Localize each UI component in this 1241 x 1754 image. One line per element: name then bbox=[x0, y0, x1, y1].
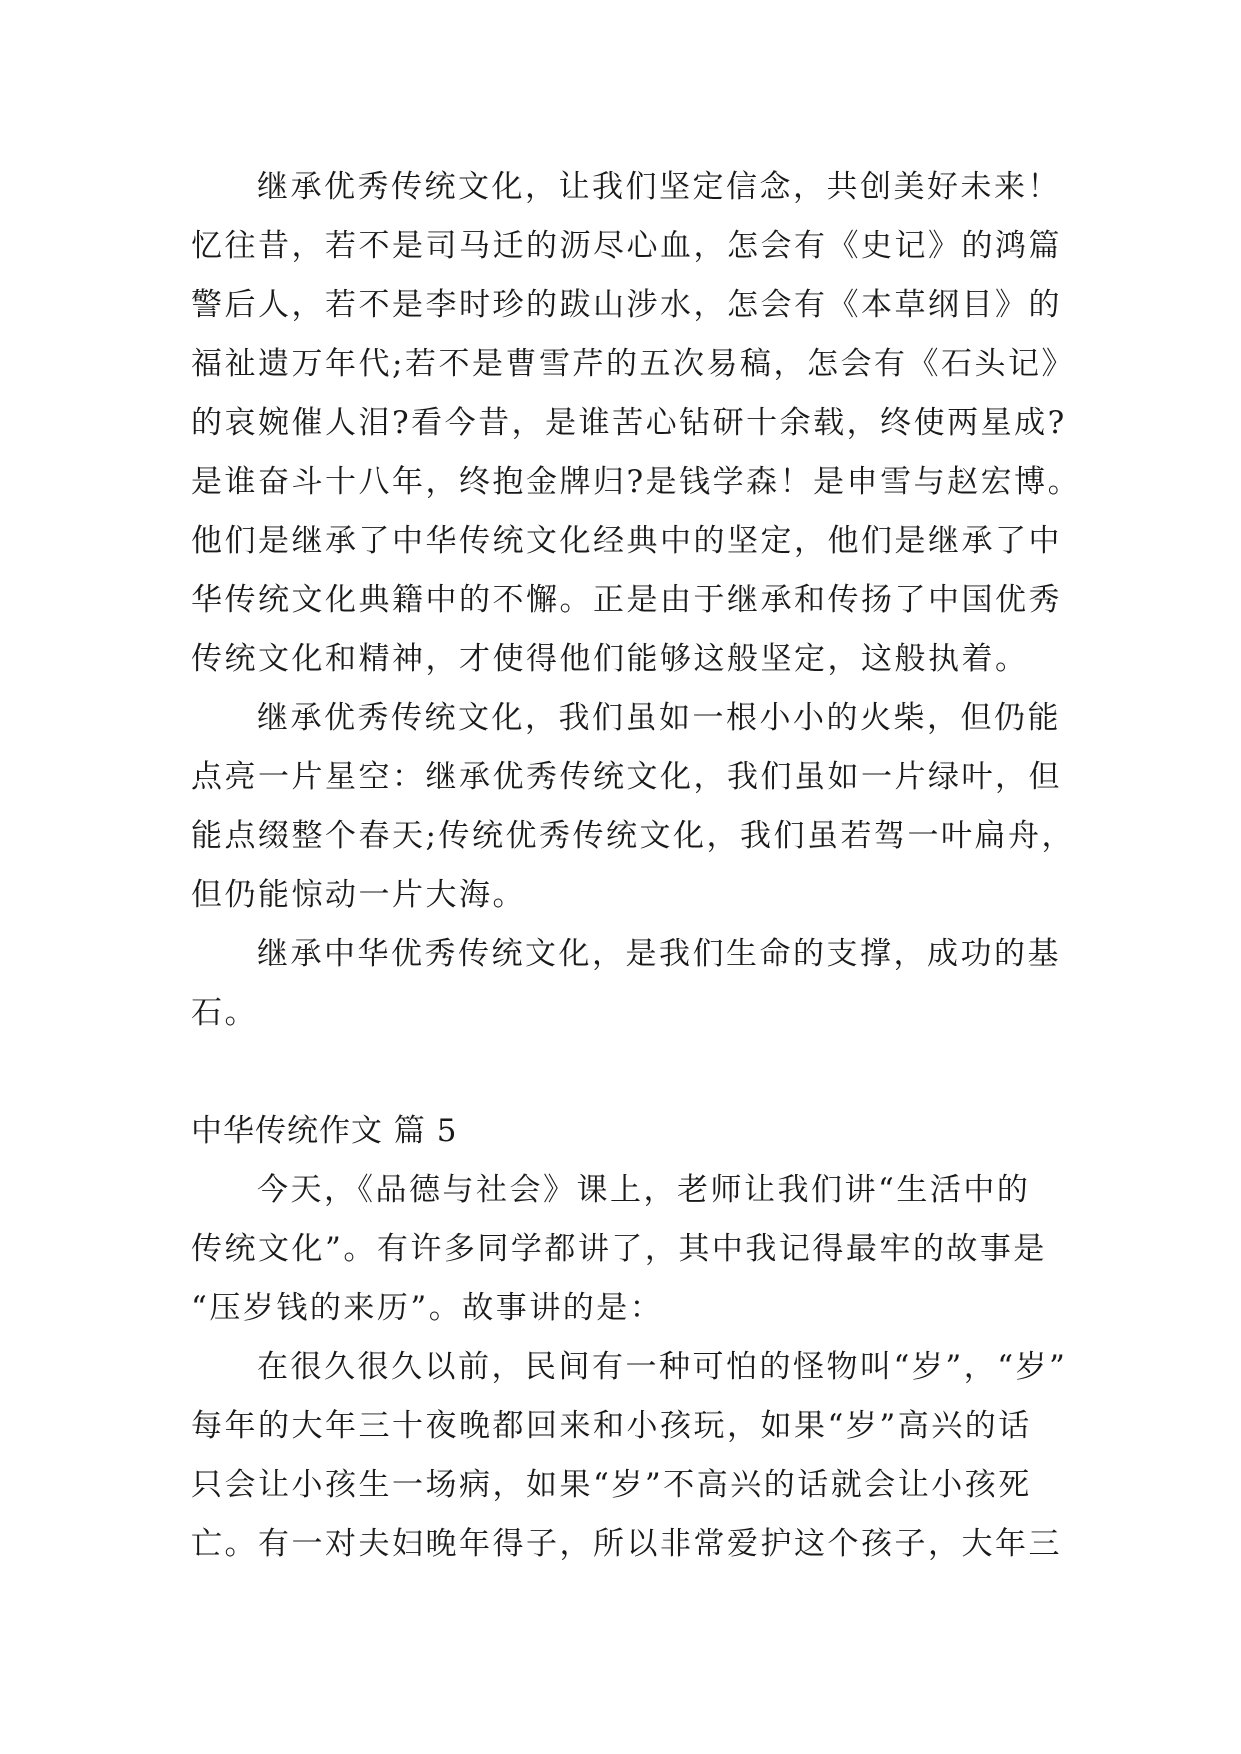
text-line: 亡。有一对夫妇晚年得子，所以非常爱护这个孩子，大年三 bbox=[191, 1526, 1062, 1562]
text-line: 福祉遗万年代;若不是曹雪芹的五次易稿，怎会有《石头记》 bbox=[191, 346, 1075, 382]
paragraph bbox=[191, 158, 1082, 689]
paragraph bbox=[191, 1161, 1063, 1338]
text-line: “压岁钱的来历”。故事讲的是： bbox=[191, 1290, 664, 1326]
text-line: 只会让小孩生一场病，如果“岁”不高兴的话就会让小孩死 bbox=[191, 1467, 1032, 1503]
text-line: 每年的大年三十夜晚都回来和小孩玩，如果“岁”高兴的话 bbox=[191, 1408, 1032, 1444]
paragraph bbox=[191, 689, 1075, 925]
section-heading: 中华传统作文 篇 5 bbox=[191, 1113, 458, 1149]
text-line: 传统文化”。有许多同学都讲了，其中我记得最牢的故事是 bbox=[191, 1231, 1047, 1267]
section-gap bbox=[191, 1043, 1063, 1102]
text-line: 的哀婉催人泪?看今昔，是谁苦心钻研十余载，终使两星成? bbox=[191, 405, 1067, 441]
text-line: 继承中华优秀传统文化，是我们生命的支撑，成功的基 bbox=[257, 936, 1061, 972]
text-line: 传统文化和精神，才使得他们能够这般坚定，这般执着。 bbox=[191, 641, 1029, 677]
text-line: 华传统文化典籍中的不懈。正是由于继承和传扬了中国优秀 bbox=[191, 582, 1062, 618]
text-line: 继承优秀传统文化，让我们坚定信念，共创美好未来！ bbox=[257, 169, 1061, 205]
text-line: 在很久很久以前，民间有一种可怕的怪物叫“岁”，“岁” bbox=[257, 1349, 1068, 1385]
text-line: 石。 bbox=[191, 995, 258, 1031]
text-line: 能点缀整个春天;传统优秀传统文化，我们虽若驾一叶扁舟， bbox=[191, 818, 1075, 854]
text-line: 他们是继承了中华传统文化经典中的坚定，他们是继承了中 bbox=[191, 523, 1062, 559]
text-line: 点亮一片星空：继承优秀传统文化，我们虽如一片绿叶，但 bbox=[191, 759, 1062, 795]
paragraph bbox=[191, 925, 1063, 1043]
text-line: 警后人，若不是李时珍的跋山涉水，怎会有《本草纲目》的 bbox=[191, 287, 1062, 323]
text-line: 是谁奋斗十八年，终抱金牌归?是钱学森！是申雪与赵宏博。 bbox=[191, 464, 1082, 500]
text-line: 忆往昔，若不是司马迁的沥尽心血，怎会有《史记》的鸿篇 bbox=[191, 228, 1062, 264]
document-body bbox=[191, 158, 1082, 1574]
text-line: 今天，《品德与社会》课上，老师让我们讲“生活中的 bbox=[257, 1172, 1031, 1208]
text-line: 但仍能惊动一片大海。 bbox=[191, 877, 526, 913]
text-line: 继承优秀传统文化，我们虽如一根小小的火柴，但仍能 bbox=[257, 700, 1061, 736]
paragraph bbox=[191, 1338, 1068, 1574]
